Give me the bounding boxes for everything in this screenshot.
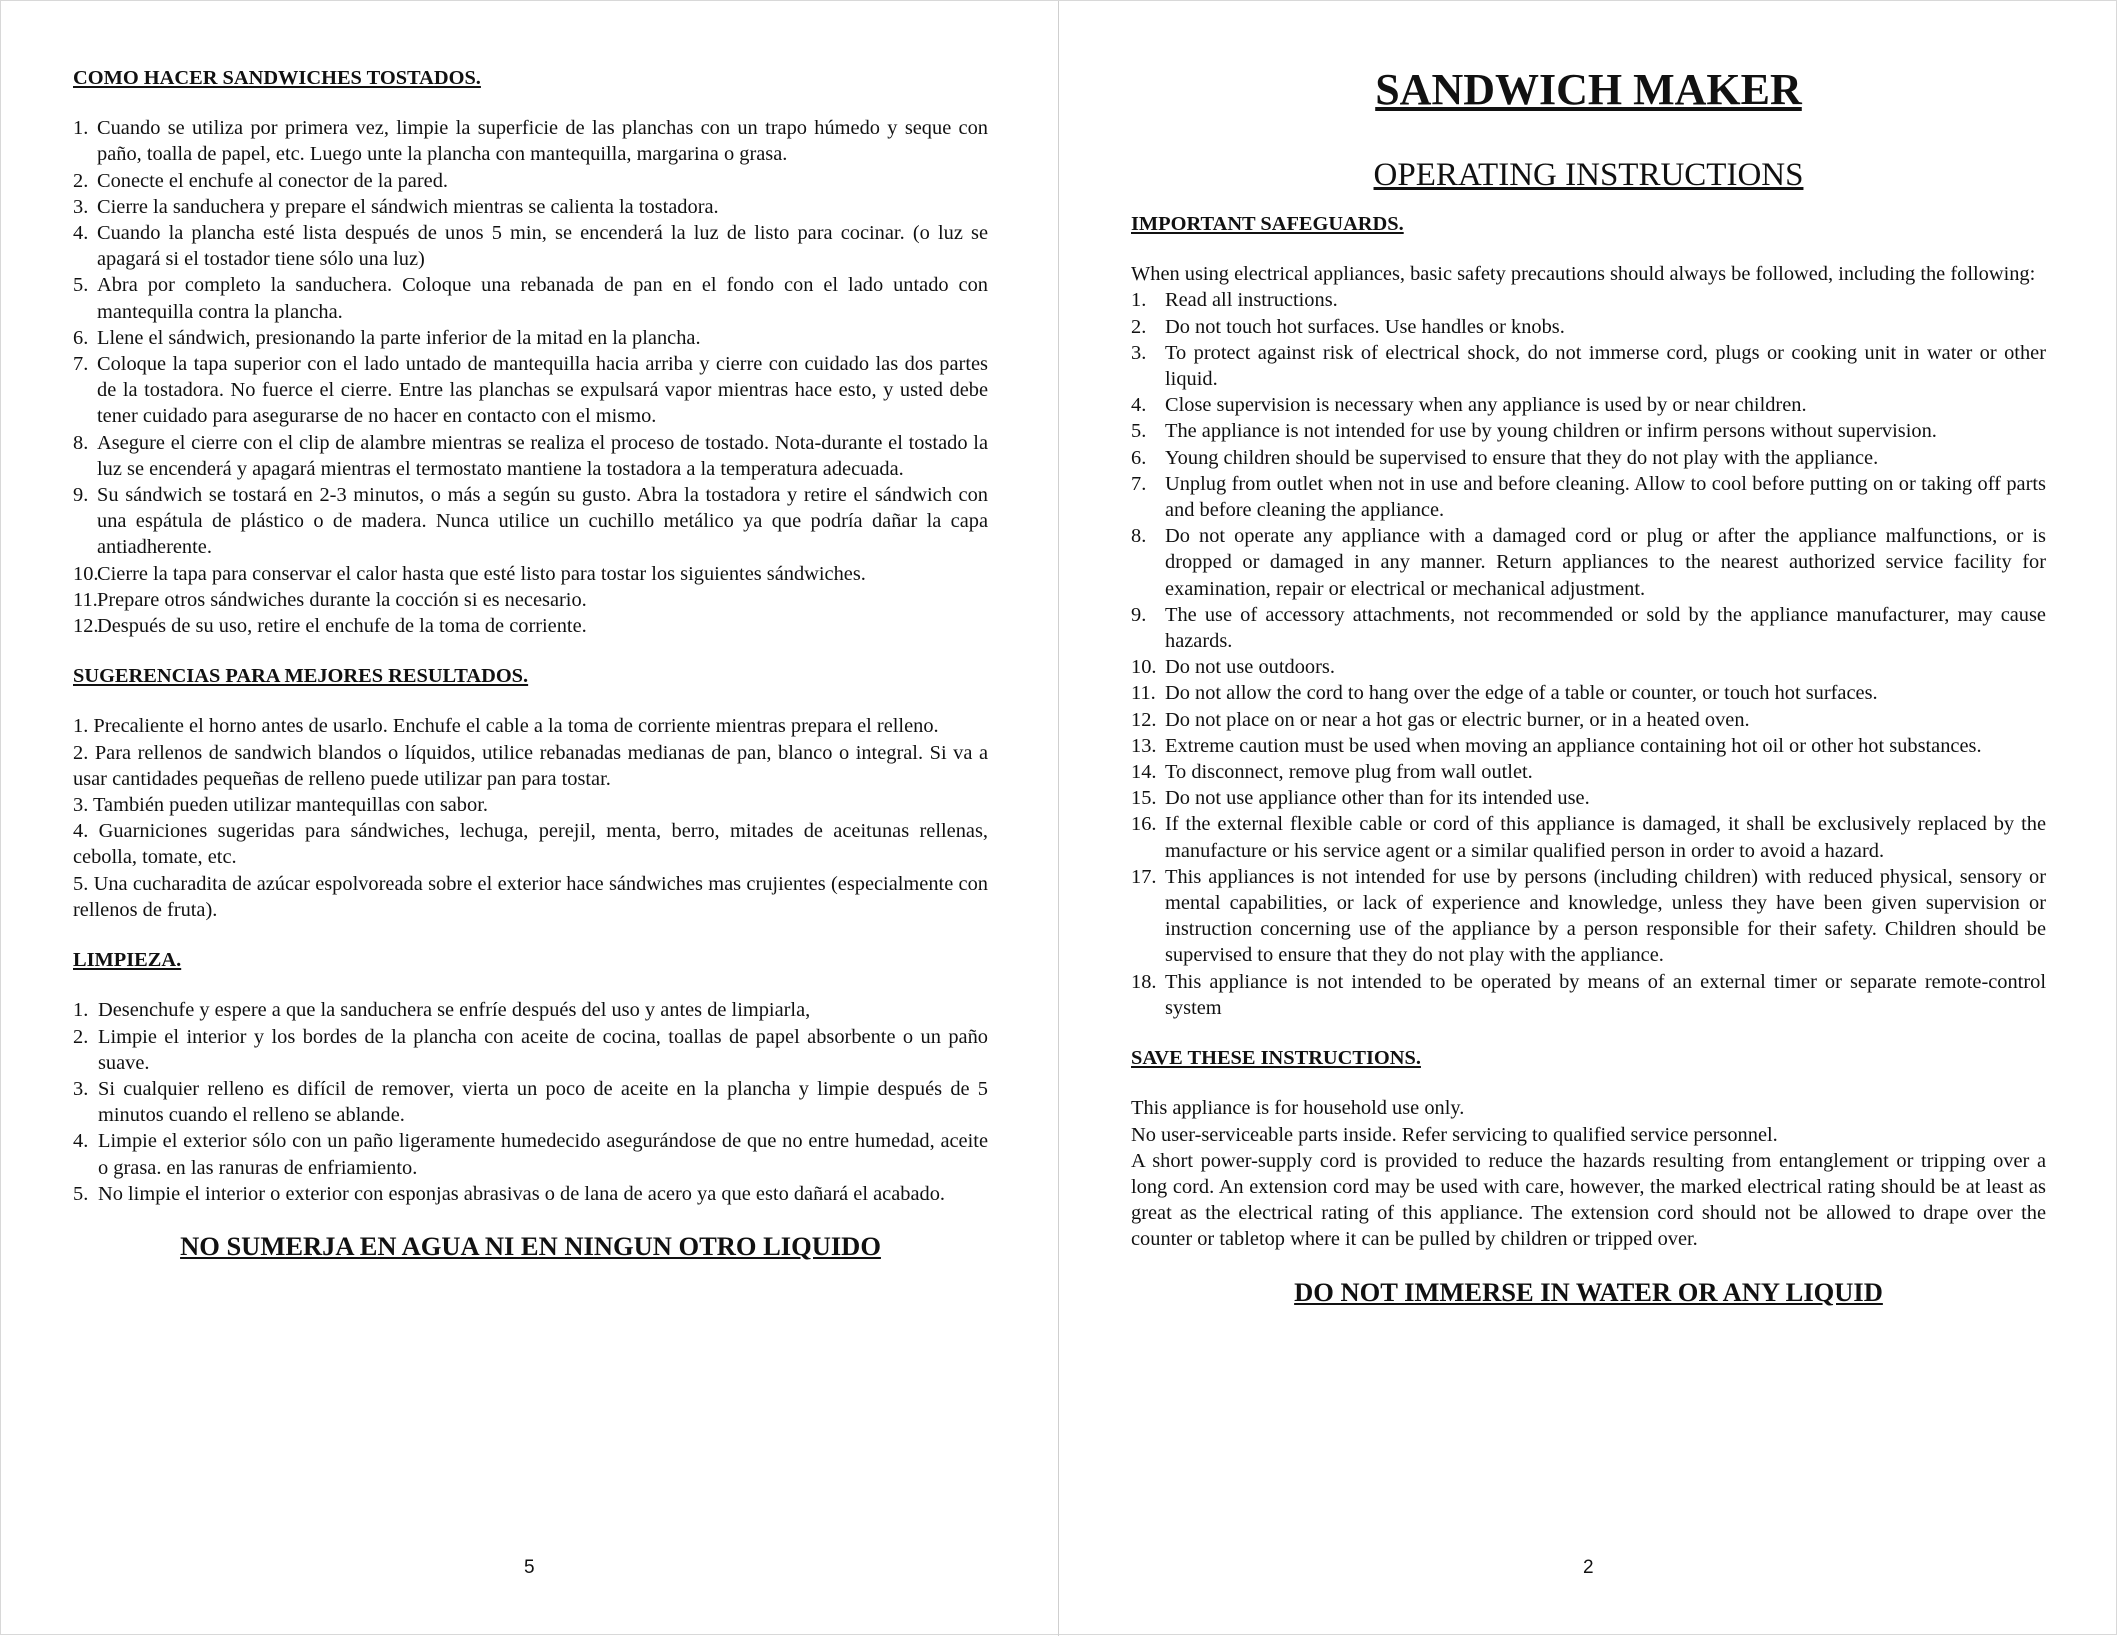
section-heading-save: SAVE THESE INSTRUCTIONS. [1131,1047,1421,1070]
list-item: 5. No limpie el interior o exterior con esponjas abrasivas o de lana de acero ya que esto dañará el acabado. [73,1182,945,1205]
sugerencias-list [73,713,988,923]
right-page [1059,1,2117,1636]
list-item: 12. Después de su uso, retire el enchufe de la toma de corriente. [73,615,587,638]
list-item: 7. Unplug from outlet when not in use and before cleaning. Allow to cool before putting on or taking off parts and before cleaning the appliance. [1131,472,2046,522]
safeguards-list [1131,287,2046,1021]
page-number: 2 [1583,1557,1594,1578]
list-item: 4. Cuando la plancha esté lista después de unos 5 min, se encenderá la luz de listo para cocinar. (o luz se apagará si el tostador tiene sólo una luz) [73,222,988,271]
list-item: 8. Asegure el cierre con el clip de alambre mientras se realiza el proceso de tostado. Nota-durante el tostado la luz se encenderá y apagará mientras el termostato mantiene la tostadora a la temperatura adecuada. [73,431,988,480]
tostados-list [73,115,988,639]
section-heading-safeguards: IMPORTANT SAFEGUARDS. [1131,213,1404,235]
list-item: 2. Conecte el enchufe al conector de la pared. [73,169,448,192]
list-item: 8. Do not operate any appliance with a damaged cord or plug or after the appliance malfunctions, or is dropped or damaged in any manner. Return appliances to the nearest authorized service facility for examination, repair or electrical or mechanical adjustment. [1131,525,2046,600]
list-item: 4. Limpie el exterior sólo con un paño ligeramente humedecido asegurándose de que no entre humedad, aceite o grasa. en las ranuras de enfriamiento. [73,1130,988,1179]
list-item: 1. Desenchufe y espere a que la sanduchera se enfríe después del uso y antes de limpiarla, [73,999,811,1022]
left-page [1,1,1058,1636]
cord-paragraph: A short power-supply cord is provided to reduce the hazards resulting from entanglement or tripping over a long cord. An extension cord may be used with care, however, the marked electrical rating should be at least as great as the electrical rating of this appliance. The extension cord should not be allowed to drape over the counter or tabletop where it can be pulled by children or tripped over. [1131,1149,2046,1251]
page-number: 5 [524,1557,535,1578]
list-item: 11. Do not allow the cord to hang over the edge of a table or counter, or touch hot surfaces. [1131,682,1878,705]
list-item: 10. Cierre la tapa para conservar el calor hasta que esté listo para tostar los siguientes sándwiches. [73,562,866,585]
document-title: SANDWICH MAKER [1375,65,1802,114]
list-item: 3. Cierre la sanduchera y prepare el sándwich mientras se calienta la tostadora. [73,195,719,218]
list-item: 10. Do not use outdoors. [1131,656,1335,679]
list-item: 11. Prepare otros sándwiches durante la cocción si es necesario. [73,588,587,611]
list-item: 17. This appliances is not intended for use by persons (including children) with reduced physical, sensory or mental capabilities, or lack of experience and knowledge, unless they have been given supervision or instruction concerning use of the appliance by a person responsible for their safety. Children should be supervised to ensure that they do not play with the appliance. [1131,865,2046,967]
list-item: 7. Coloque la tapa superior con el lado untado de mantequilla hacia arriba y cierre con cuidado las dos partes de la tostadora. No fuerce el cierre. Entre las planchas se expulsará vapor mientras hace esto, y usted debe tener cuidado para asegurarse de no hacer en contacto con el mismo. [73,353,988,428]
list-item: 13. Extreme caution must be used when moving an appliance containing hot oil or other hot substances. [1131,734,1982,757]
list-item: 3. También pueden utilizar mantequillas con sabor. [73,794,488,817]
list-item: 12. Do not place on or near a hot gas or electric burner, or in a heated oven. [1131,708,1750,731]
servicing-note: No user-serviceable parts inside. Refer servicing to qualified service personnel. [1131,1123,1778,1146]
list-item: 4. Close supervision is necessary when any appliance is used by or near children. [1131,394,1807,417]
list-item: 2. Para rellenos de sandwich blandos o líquidos, utilice rebanadas medianas de pan, blanco o integral. Si va a usar cantidades pequeñas de relleno puede utilizar pan para tostar. [73,741,988,790]
list-item: 2. Limpie el interior y los bordes de la plancha con aceite de cocina, toallas de papel absorbente o un paño suave. [73,1025,988,1074]
list-item: 2. Do not touch hot surfaces. Use handles or knobs. [1131,315,1565,338]
closing-warning-es: NO SUMERJA EN AGUA NI EN NINGUN OTRO LIQUIDO [180,1230,881,1261]
list-item: 1. Cuando se utiliza por primera vez, limpie la superficie de las planchas con un trapo húmedo y seque con paño, toalla de papel, etc. Luego unte la plancha con mantequilla, margarina o grasa. [73,117,988,166]
closing-warning-en: DO NOT IMMERSE IN WATER OR ANY LIQUID [1294,1276,1883,1307]
list-item: 5. Abra por completo la sanduchera. Coloque una rebanada de pan en el fondo con el lado untado con mantequilla contra la plancha. [73,274,988,323]
household-note: This appliance is for household use only. [1131,1097,1465,1120]
list-item: 15. Do not use appliance other than for its intended use. [1131,787,1590,810]
list-item: 5. Una cucharadita de azúcar espolvoreada sobre el exterior hace sándwiches mas crujientes (especialmente con rellenos de fruta). [73,872,988,921]
safeguards-intro: When using electrical appliances, basic safety precautions should always be followed, including the following: [1131,263,2036,286]
section-heading-sugerencias: SUGERENCIAS PARA MEJORES RESULTADOS. [73,665,529,688]
list-item: 5. The appliance is not intended for use by young children or infirm persons without supervision. [1131,420,1937,443]
list-item: 3. To protect against risk of electrical shock, do not immerse cord, plugs or cooking unit in water or other liquid. [1131,341,2046,391]
list-item: 6. Llene el sándwich, presionando la parte inferior de la mitad en la plancha. [73,326,701,349]
list-item: 3. Si cualquier relleno es difícil de remover, vierta un poco de aceite en la plancha y limpie después de 5 minutos cuando el relleno se ablande. [73,1077,988,1127]
list-item: 9. Su sándwich se tostará en 2-3 minutos, o más a según su gusto. Abra la tostadora y retire el sándwich con una espátula de plástico o de madera. Nunca utilice un cuchillo metálico ya que podría dañar la capa antiadherente. [73,484,988,559]
document-subtitle: OPERATING INSTRUCTIONS [1373,157,1804,193]
list-item: 6. Young children should be supervised to ensure that they do not play with the appliance. [1131,446,1879,469]
list-item: 1. Precaliente el horno antes de usarlo. Enchufe el cable a la toma de corriente mientras prepara el relleno. [73,715,939,738]
list-item: 9. The use of accessory attachments, not recommended or sold by the appliance manufacturer, may cause hazards. [1131,603,2046,653]
list-item: 4. Guarniciones sugeridas para sándwiches, lechuga, perejil, menta, berro, mitades de aceitunas rellenas, cebolla, tomate, etc. [73,820,988,869]
list-item: 1. Read all instructions. [1131,289,1338,312]
section-heading-tostados: COMO HACER SANDWICHES TOSTADOS. [73,67,481,89]
list-item: 16. If the external flexible cable or cord of this appliance is damaged, it shall be exclusively replaced by the manufacture or his service agent or a similar qualified person in order to avoid a hazard. [1131,813,2046,862]
limpieza-list [73,997,988,1207]
section-heading-limpieza: LIMPIEZA. [73,949,182,972]
list-item: 18. This appliance is not intended to be operated by means of an external timer or separate remote-control system [1131,970,2046,1019]
list-item: 14. To disconnect, remove plug from wall outlet. [1131,761,1533,784]
